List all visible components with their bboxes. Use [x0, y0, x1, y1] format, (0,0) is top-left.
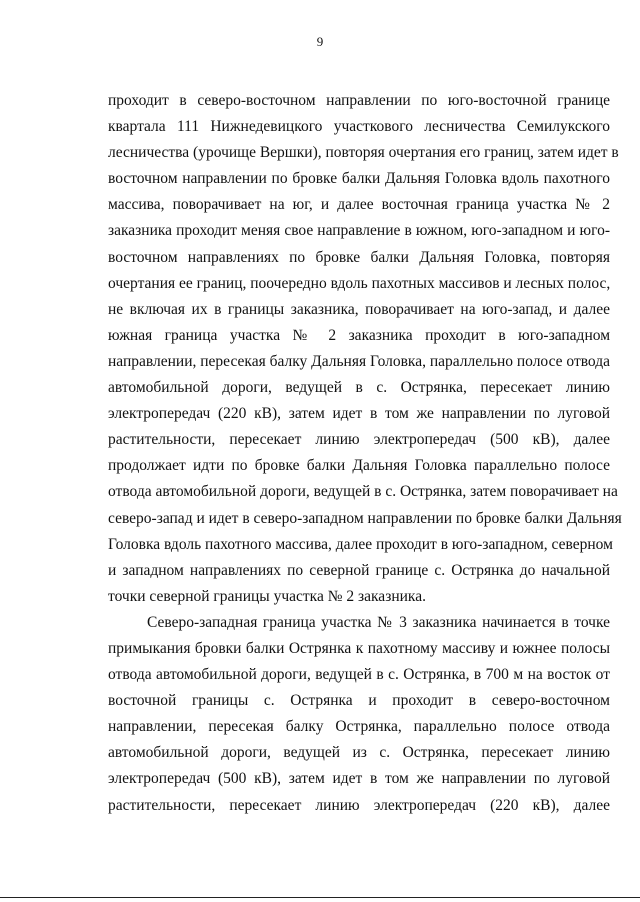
text-line: восточном направлении по бровке балки Дальняя Головка вдоль пахотного	[108, 170, 610, 188]
bottom-rule	[0, 897, 640, 898]
text-line: направлении, пересекая балку Острянка, параллельно полосе отвода	[108, 718, 610, 736]
text-line: растительности, пересекает линию электропередач (220 кВ), далее	[108, 796, 610, 814]
page-number: 9	[316, 34, 324, 49]
text-line: продолжает идти по бровке балки Дальняя Головка параллельно полосе	[108, 457, 610, 475]
text-line: электропередач (500 кВ), затем идет в том же направлении по луговой	[108, 770, 610, 788]
text-line: отвода автомобильной дороги, ведущей в с. Острянка, затем поворачивает на	[108, 483, 618, 501]
text-line: Головка вдоль пахотного массива, далее проходит в юго-западном, северном	[108, 535, 613, 553]
text-line: примыкания бровки балки Острянка к пахотному массиву и южнее полосы	[108, 639, 610, 657]
text-line: восточном направлениях по бровке балки Дальняя Головка, повторяя	[108, 248, 610, 266]
text-line: массива, поворачивает на юг, и далее восточная граница участка № 2	[108, 196, 610, 214]
text-line: квартала 111 Нижнедевицкого участкового лесничества Семилукского	[108, 118, 610, 136]
text-line: автомобильной дороги, ведущей в с. Острянка, пересекает линию	[108, 379, 610, 397]
text-line: автомобильной дороги, ведущей из с. Острянка, пересекает линию	[108, 744, 610, 762]
document-body	[108, 88, 622, 819]
text-line: направлении, пересекая балку Дальняя Головка, параллельно полосе отвода	[108, 352, 610, 370]
text-line: лесничества (урочище Вершки), повторяя очертания его границ, затем идет в	[108, 144, 619, 162]
text-line: южная граница участка № 2 заказника проходит в юго-западном	[108, 326, 610, 344]
text-line: заказника проходит меняя свое направление в южном, юго-западном и юго-	[108, 222, 610, 240]
text-line: Северо-западная граница участка № 3 заказника начинается в точке	[147, 613, 610, 631]
text-line: не включая их в границы заказника, поворачивает на юго-запад, и далее	[108, 300, 610, 318]
text-line: и западном направлениях по северной границе с. Острянка до начальной	[108, 561, 610, 579]
text-line: точки северной границы участка № 2 заказника.	[108, 587, 426, 605]
text-line: электропередач (220 кВ), затем идет в том же направлении по луговой	[108, 405, 610, 423]
text-line: северо-запад и идет в северо-западном направлении по бровке балки Дальняя	[108, 509, 622, 527]
text-line: проходит в северо-восточном направлении по юго-восточной границе	[108, 92, 610, 109]
text-line: очертания ее границ, поочередно вдоль пахотных массивов и лесных полос,	[108, 274, 611, 292]
text-line: растительности, пересекает линию электропередач (500 кВ), далее	[108, 431, 610, 449]
text-line: восточной границы с. Острянка и проходит в северо-восточном	[108, 692, 610, 710]
text-line: отвода автомобильной дороги, ведущей в с. Острянка, в 700 м на восток от	[108, 666, 610, 684]
